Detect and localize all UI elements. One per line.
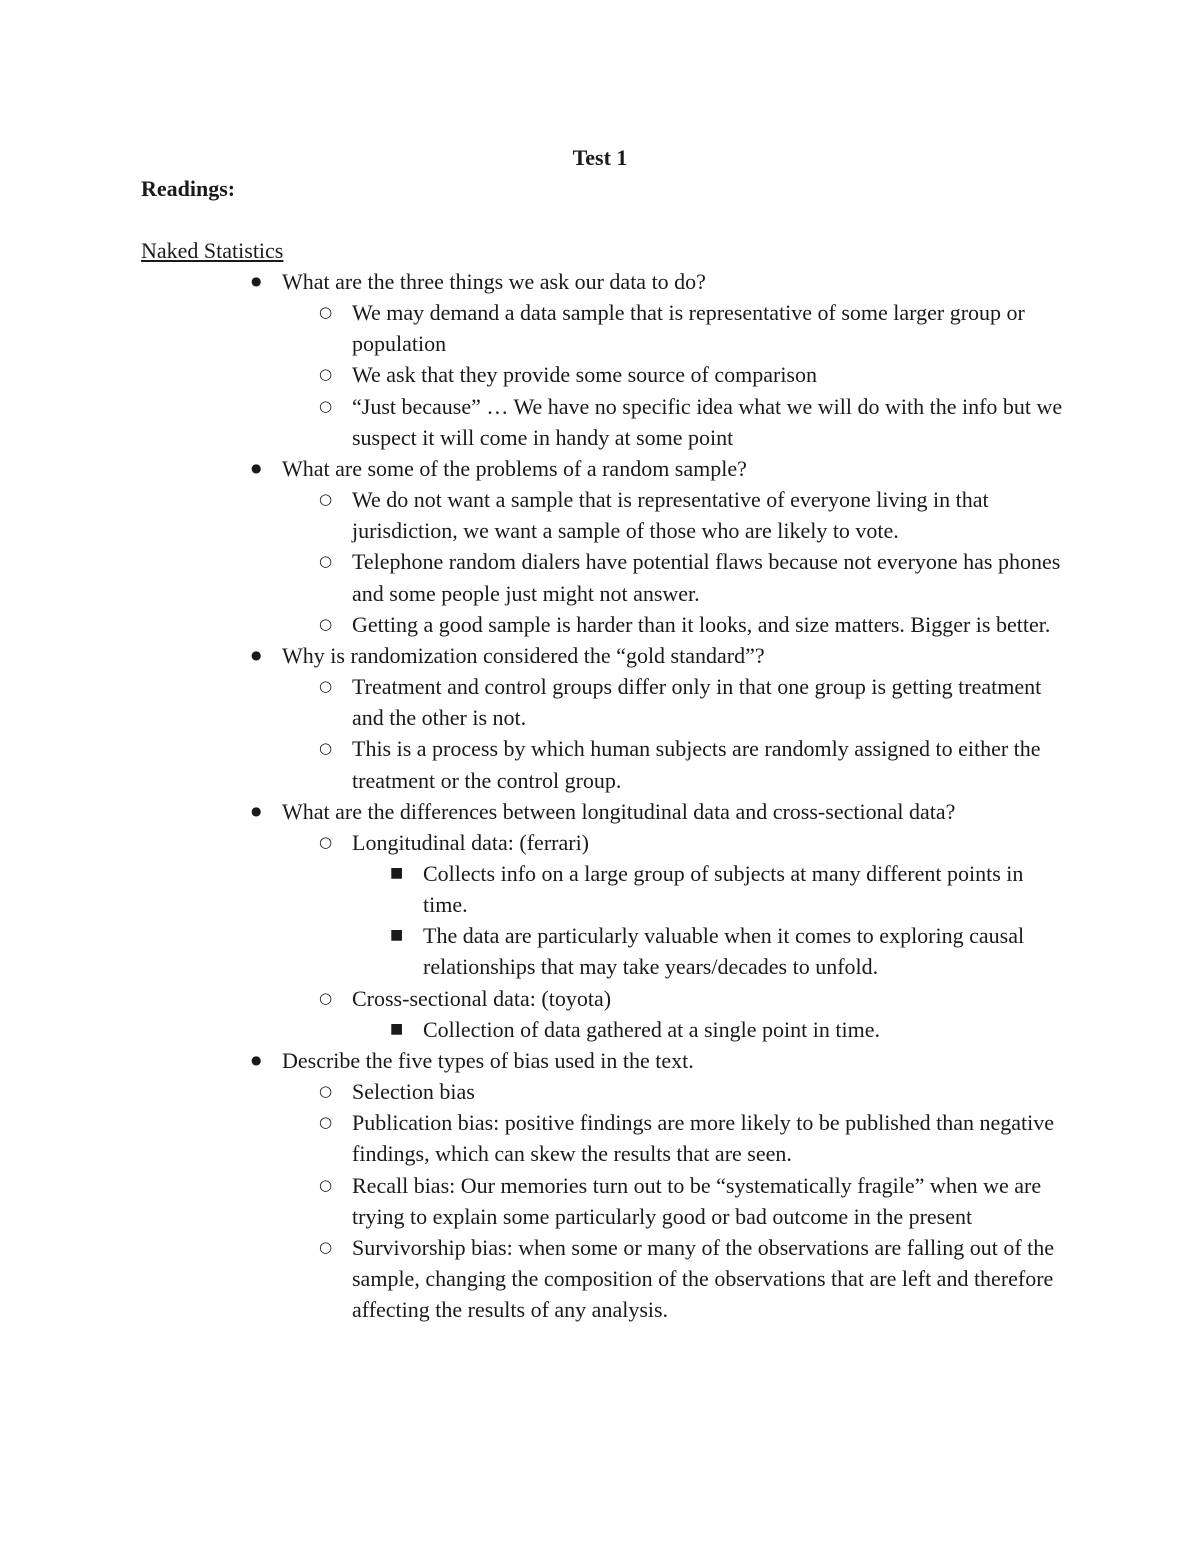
circle-bullet-icon: ○ [319,396,333,415]
circle-bullet-icon: ○ [319,739,333,758]
section-title: Naked Statistics [141,238,284,263]
circle-bullet-icon: ○ [319,552,333,571]
list-item-text: We may demand a data sample that is representative of some larger group or population [352,300,1025,357]
disc-bullet-icon: ● [251,647,262,662]
square-bullet-icon: ■ [390,927,404,944]
circle-bullet-icon: ○ [319,1175,333,1194]
circle-bullet-icon: ○ [319,490,333,509]
outline-list [0,266,1200,1325]
list-item-text: “Just because” … We have no specific idea what we will do with the info but we suspect it will come in handy at some point [352,393,1063,450]
list-item-level-2 [0,391,1070,453]
circle-bullet-icon: ○ [319,365,333,384]
list-item-level-2 [0,671,1070,733]
list-item-text: We do not want a sample that is representative of everyone living in that jurisdiction, we want a sample of those who are likely to vote. [352,487,989,544]
list-item-level-2 [0,484,1070,546]
disc-bullet-icon: ● [251,1052,262,1067]
list-item-text: We ask that they provide some source of comparison [352,362,817,388]
list-item-text: Why is randomization considered the “gold standard”? [282,642,765,668]
list-item-level-2 [0,827,1070,858]
list-item-level-2 [0,733,1070,795]
list-item-level-2 [0,609,1070,640]
circle-bullet-icon: ○ [319,677,333,696]
list-item-level-1 [0,640,1064,671]
list-item-text: Describe the five types of bias used in the text. [282,1047,694,1073]
square-bullet-icon: ■ [390,1020,404,1037]
circle-bullet-icon: ○ [319,988,333,1007]
list-item-text: Treatment and control groups differ only in that one group is getting treatment and the other is not. [352,674,1042,731]
list-item-level-2 [0,359,1070,390]
list-item-text: Selection bias [352,1079,475,1105]
list-item-level-2 [0,297,1070,359]
list-item-text: Collects info on a large group of subjects at many different points in time. [423,860,1024,918]
list-item-text: Longitudinal data: (ferrari) [352,829,590,855]
list-item-text: Publication bias: positive findings are more likely to be published than negative findings, which can skew the results that are seen. [352,1110,1055,1167]
list-item-level-1 [0,1045,1064,1076]
list-item-text: What are the three things we ask our data to do? [282,269,706,294]
list-item-text: Survivorship bias: when some or many of the observations are falling out of the sample, changing the composition of the observations that are left and therefore affecting the results of any analysis. [352,1234,1055,1323]
list-item-text: Collection of data gathered at a single point in time. [423,1016,880,1042]
list-item-level-3 [0,920,1065,982]
list-item-level-3 [0,858,1065,920]
list-item-level-2 [0,1107,1070,1169]
circle-bullet-icon: ○ [319,1237,333,1256]
list-item-text: What are the differences between longitudinal data and cross-sectional data? [282,798,956,824]
circle-bullet-icon: ○ [319,832,333,851]
list-item-text: What are some of the problems of a random sample? [282,455,747,481]
list-item-text: This is a process by which human subjects are randomly assigned to either the treatment or the control group. [352,736,1041,793]
list-item-level-3 [0,1014,1065,1045]
circle-bullet-icon: ○ [319,1082,333,1101]
disc-bullet-icon: ● [251,460,262,475]
list-item-level-1 [0,453,1064,484]
list-item-level-2 [0,1232,1070,1325]
list-item-text: The data are particularly valuable when it comes to exploring causal relationships that may take years/decades to unfold. [423,923,1025,980]
list-item-level-1 [0,796,1064,827]
list-item-text: Telephone random dialers have potential flaws because not everyone has phones and some people just might not answer. [352,549,1061,606]
list-item-level-2 [0,546,1070,608]
list-item-level-2 [0,1076,1070,1107]
list-item-level-2 [0,1170,1070,1232]
list-item-level-1 [0,266,1064,297]
square-bullet-icon: ■ [390,864,404,881]
circle-bullet-icon: ○ [319,303,333,322]
circle-bullet-icon: ○ [319,614,333,633]
list-item-text: Getting a good sample is harder than it looks, and size matters. Bigger is better. [352,611,1051,637]
page-title: Test 1 [572,145,628,170]
list-item-level-2 [0,983,1070,1014]
readings-heading: Readings: [141,176,236,201]
disc-bullet-icon: ● [251,803,262,818]
disc-bullet-icon: ● [251,274,262,288]
circle-bullet-icon: ○ [319,1113,333,1132]
list-item-text: Cross-sectional data: (toyota) [352,985,612,1011]
list-item-text: Recall bias: Our memories turn out to be “systematically fragile” when we are trying to explain some particularly good or bad outcome in the present [352,1172,1042,1229]
